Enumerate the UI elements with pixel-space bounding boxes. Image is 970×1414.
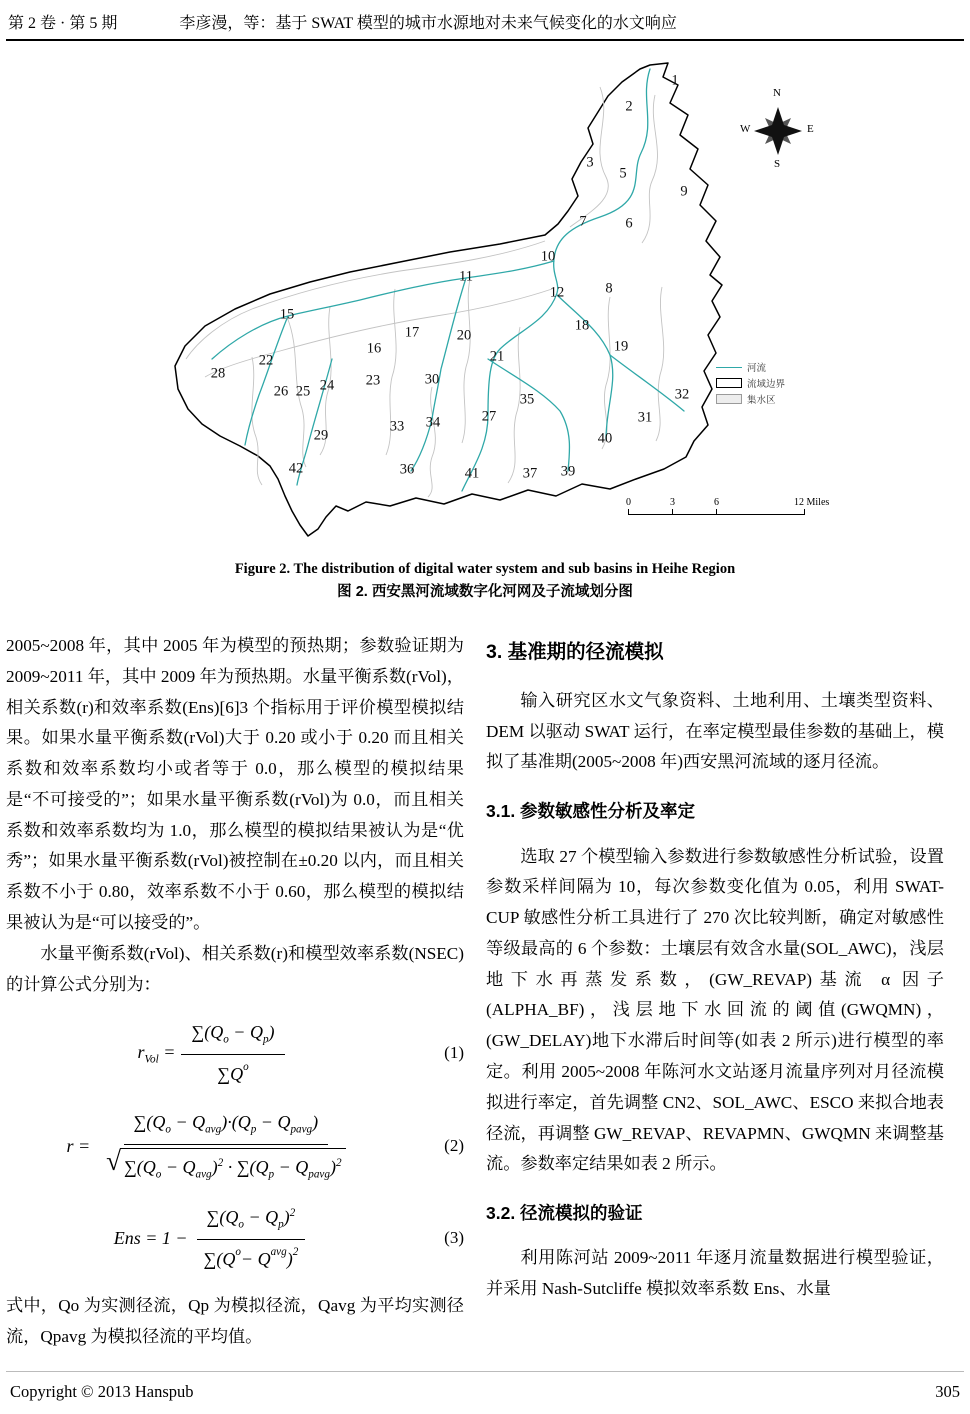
subbasin-label: 39 bbox=[560, 463, 576, 480]
compass-south-label: S bbox=[774, 158, 781, 170]
eq2-fraction bbox=[96, 1106, 355, 1185]
paragraph: 式中，Qo 为实测径流，Qp 为模拟径流，Qavg 为平均实测径流，Qpavg 为模拟径流的平均值。 bbox=[6, 1296, 464, 1346]
scale-tick bbox=[804, 509, 805, 515]
subbasin-label: 25 bbox=[295, 383, 311, 400]
paragraph: 选取 27 个模型输入参数进行参数敏感性分析试验，设置参数采样间隔为 10，每次参数变化值为 0.05，利用 SWAT-CUP 敏感性分析工具进行了 270 次比较判断，确定对敏感性等级最高的 6 个参数：土壤层有效含水量(SOL_AWC)，浅层地下水再蒸发系数，(GW_REVAP)基流 α 因子(ALPHA_BF)，浅层地下水回流的阈值(GWQMN)，(GW_DELAY)地下水滞后时间等(如表 2 所示)进行模型的率定。利用 2005~2008 年陈河水文站逐月流量序列对月径流模拟进行率定，首先调整 CN2、SOL_AWC、ESCO 来拟合地表径流，再调整 GW_REVAP、REVAPMN、GWQMN 来调整基流。参数率定结果如表 2 所示。 bbox=[486, 846, 944, 1174]
subbasin-label: 15 bbox=[279, 306, 295, 323]
subbasin-label: 31 bbox=[637, 409, 653, 426]
subbasin-label: 42 bbox=[288, 460, 304, 477]
journal-issue: 第 2 卷 · 第 5 期 bbox=[8, 15, 118, 32]
eq1-numerator: $\sum(Q_o - Q_p)$ bbox=[181, 1016, 284, 1055]
paragraph: 利用陈河站 2009~2011 年逐月流量数据进行模型验证，并采用 Nash-Sutcliffe 模拟效率系数 Ens、水量 bbox=[486, 1248, 944, 1299]
section-3-1-heading: 3.1. 参数敏感性分析及率定 bbox=[486, 801, 696, 822]
subbasin-label: 26 bbox=[273, 383, 289, 400]
subbasin-label: 21 bbox=[489, 348, 505, 365]
eq2-denominator bbox=[96, 1145, 355, 1186]
subbasin-label: 28 bbox=[210, 365, 226, 382]
compass-east-label: E bbox=[807, 123, 814, 135]
eq3-denominator: ∑(Q o − Q avg ) 2 bbox=[203, 1245, 299, 1269]
subbasin-label: 11 bbox=[459, 268, 473, 285]
eq1-lhs: $r_{Vol}$ = bbox=[137, 1041, 176, 1066]
compass-rose-icon bbox=[754, 107, 802, 155]
page-header bbox=[0, 0, 970, 37]
legend-river-label: 河流 bbox=[747, 364, 767, 374]
section-3-2-heading: 3.2. 径流模拟的验证 bbox=[486, 1203, 643, 1224]
subbasin-label: 35 bbox=[519, 391, 535, 408]
scale-tick bbox=[716, 509, 717, 515]
eq3-number: (3) bbox=[444, 1227, 464, 1247]
scale-label-0: 0 bbox=[626, 497, 631, 508]
catchment-swatch-icon bbox=[716, 394, 742, 404]
compass-west-label: W bbox=[740, 123, 751, 135]
river-swatch-icon bbox=[716, 367, 742, 368]
subbasin-label: 19 bbox=[613, 338, 629, 355]
subbasin-label: 7 bbox=[579, 213, 587, 230]
subbasin-label: 20 bbox=[456, 327, 472, 344]
subbasin-label: 36 bbox=[399, 461, 415, 478]
eq2-radicand: $\sum(Q_o - Q_{avg})^2 \cdot \sum(Q_p - Q_{pavg})^2$ bbox=[120, 1148, 346, 1186]
boundary-swatch-icon bbox=[716, 378, 742, 388]
eq1-fraction bbox=[181, 1016, 284, 1090]
subbasin-label: 10 bbox=[540, 248, 556, 265]
subbasin-label: 37 bbox=[522, 465, 538, 482]
subbasin-label: 30 bbox=[424, 371, 440, 388]
eq3-fraction bbox=[194, 1201, 309, 1275]
subbasin-label: 29 bbox=[313, 427, 329, 444]
legend-item-boundary bbox=[716, 375, 812, 391]
legend-item-catchment bbox=[716, 391, 812, 407]
eq3-numerator: $\sum(Q_o - Q_p)^2$ bbox=[197, 1201, 306, 1240]
subbasin-label: 34 bbox=[425, 414, 441, 431]
watershed-map bbox=[0, 59, 970, 557]
eq1-number: (1) bbox=[444, 1043, 464, 1063]
subbasin-label: 17 bbox=[404, 324, 420, 341]
copyright-text: Copyright © 2013 Hanspub bbox=[10, 1382, 194, 1401]
map-svg bbox=[0, 59, 970, 557]
subbasin-label: 12 bbox=[549, 284, 565, 301]
paragraph: 2005~2008 年，其中 2005 年为模型的预热期；参数验证期为 2009~2011 年，其中 2009 年为预热期。水量平衡系数(rVol)，相关系数(r)和效率系数(Ens)[6]3 个指标用于评价模型模拟结果。如果水量平衡系数(rVol)大于 0.20 或小于 0.20 而且相关系数和效率系数均小或者等于 0.0，那么模型的模拟结果是“不可接受的”；如果水量平衡系数(rVol)为 0.0，而且相关系数和效率系数均为 1.0，那么模型的模拟结果被认为是“优秀”；如果水量平衡系数(rVol)被控制在±0.20 以内，而且相关系数不小于 0.80，效率系数不小于 0.60，那么模型的模拟结果被认为是“可以接受的”。 bbox=[6, 636, 464, 933]
subbasin-label: 27 bbox=[481, 408, 497, 425]
eq2-numerator: $\sum(Q_o - Q_{avg})\cdot(Q_p - Q_{pavg})$ bbox=[124, 1106, 329, 1145]
subbasin-label: 3 bbox=[586, 154, 594, 171]
eq2-number: (2) bbox=[444, 1135, 464, 1155]
subbasin-label: 33 bbox=[389, 418, 405, 435]
subbasin-label: 16 bbox=[366, 340, 382, 357]
page-number: 305 bbox=[935, 1382, 960, 1401]
section-3-heading: 3. 基准期的径流模拟 bbox=[486, 641, 664, 663]
subbasin-label: 1 bbox=[671, 72, 679, 89]
running-title: 李彦漫，等：基于 SWAT 模型的城市水源地对未来气候变化的水文响应 bbox=[179, 15, 677, 32]
subbasin-label: 40 bbox=[597, 430, 613, 447]
radical-sign: √ bbox=[106, 1145, 121, 1176]
eq3-lhs: Ens = 1 − bbox=[113, 1228, 188, 1249]
equation-2 bbox=[6, 1106, 464, 1185]
page-footer bbox=[0, 1382, 970, 1402]
figure-caption-zh: 图 2. 西安黑河流域数字化河网及子流域划分图 bbox=[337, 584, 633, 600]
subbasin-label: 5 bbox=[619, 165, 627, 182]
map-legend bbox=[716, 359, 812, 407]
eq2-lhs: r = bbox=[66, 1135, 91, 1156]
legend-boundary-label: 流域边界 bbox=[747, 380, 786, 390]
subbasin-label: 6 bbox=[625, 215, 633, 232]
scale-bar bbox=[620, 497, 850, 523]
subbasin-label: 8 bbox=[605, 280, 613, 297]
equation-1 bbox=[6, 1016, 464, 1090]
body-columns bbox=[0, 631, 970, 1353]
scale-tick bbox=[672, 509, 673, 515]
figure-2 bbox=[0, 59, 970, 601]
subbasin-label: 22 bbox=[258, 352, 274, 369]
subbasin-label: 2 bbox=[625, 98, 633, 115]
subbasin-label: 23 bbox=[365, 372, 381, 389]
scale-tick bbox=[628, 509, 629, 515]
paragraph: 水量平衡系数(rVol)、相关系数(r)和模型效率系数(NSEC)的计算公式分别为： bbox=[6, 943, 464, 994]
legend-catchment-label: 集水区 bbox=[747, 396, 776, 406]
eq1-denominator: ∑Q o bbox=[217, 1060, 249, 1084]
right-column bbox=[486, 631, 944, 1353]
left-column bbox=[6, 631, 464, 1353]
figure-caption-en: Figure 2. The distribution of digital water system and sub basins in Heihe Region bbox=[234, 561, 736, 577]
scale-label-3: 3 bbox=[670, 497, 675, 508]
subbasin-label: 41 bbox=[464, 465, 480, 482]
paragraph: 输入研究区水文气象资料、土地利用、土壤类型资料、DEM 以驱动 SWAT 运行，在率定模型最佳参数的基础上，模拟了基准期(2005~2008 年)西安黑河流域的逐月径流。 bbox=[486, 690, 944, 772]
header-rule bbox=[6, 39, 964, 41]
subbasin-label: 18 bbox=[574, 317, 590, 334]
subbasin-label: 32 bbox=[674, 386, 690, 403]
compass-north-label: N bbox=[773, 87, 781, 99]
legend-item-river bbox=[716, 359, 812, 375]
scale-label-6: 6 bbox=[714, 497, 719, 508]
subbasin-label: 9 bbox=[680, 183, 688, 200]
equation-3 bbox=[6, 1201, 464, 1275]
footer-rule bbox=[6, 1371, 964, 1372]
scale-label-12-miles: 12 Miles bbox=[794, 497, 830, 508]
subbasin-label: 24 bbox=[319, 377, 335, 394]
